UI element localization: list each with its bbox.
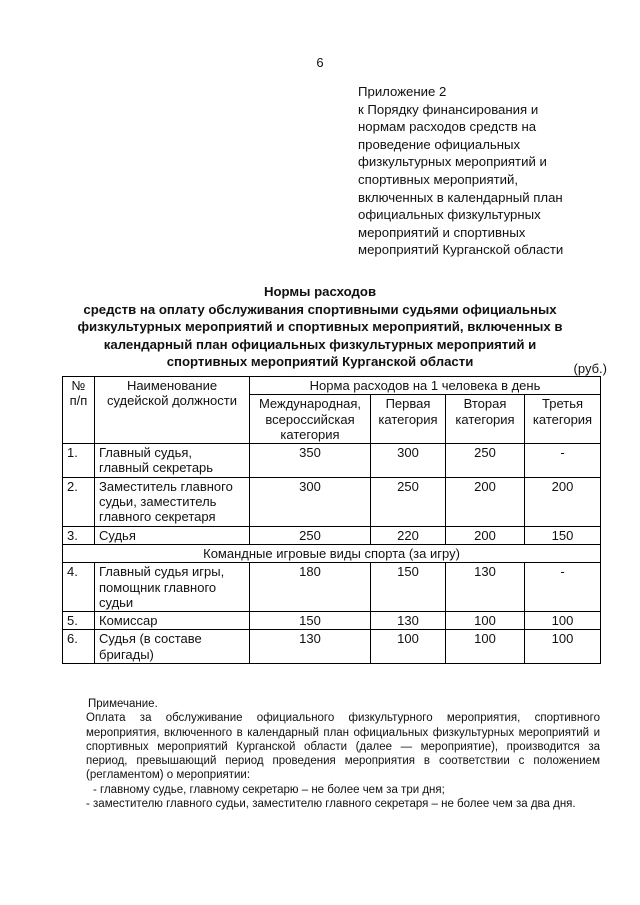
header-category: Международная, всероссийская категория bbox=[250, 395, 371, 444]
row-value: 150 bbox=[371, 563, 446, 612]
table-row bbox=[63, 477, 601, 526]
row-value: 300 bbox=[250, 477, 371, 526]
row-value: 250 bbox=[250, 526, 371, 544]
row-num: 3. bbox=[63, 526, 95, 544]
appendix-block bbox=[358, 83, 633, 259]
row-value: - bbox=[525, 444, 601, 478]
appendix-line: официальных физкультурных bbox=[358, 207, 541, 223]
section-title: Командные игровые виды спорта (за игру) bbox=[63, 544, 601, 562]
title-line: физкультурных мероприятий и спортивных мероприятий, включенных в bbox=[77, 319, 563, 334]
row-name: Комиссар bbox=[95, 612, 250, 630]
row-value: 100 bbox=[525, 630, 601, 664]
table-row bbox=[63, 563, 601, 612]
appendix-line: к Порядку финансирования и bbox=[358, 101, 539, 117]
row-value: 100 bbox=[446, 630, 525, 664]
title-line: средств на оплату обслуживания спортивными судьями официальных bbox=[83, 301, 557, 317]
row-value: 350 bbox=[250, 444, 371, 478]
row-value: 130 bbox=[446, 563, 525, 612]
row-name: Заместитель главного судьи, заместитель главного секретаря bbox=[95, 477, 250, 526]
row-value: 200 bbox=[446, 526, 525, 544]
row-value: 180 bbox=[250, 563, 371, 612]
row-value: 150 bbox=[525, 526, 601, 544]
row-value: 250 bbox=[446, 444, 525, 478]
appendix-line: нормам расходов средств на bbox=[358, 119, 537, 135]
row-num: 4. bbox=[63, 563, 95, 612]
header-category: Первая категория bbox=[371, 395, 446, 444]
row-num: 6. bbox=[63, 630, 95, 664]
header-norm: Норма расходов на 1 человека в день bbox=[250, 377, 601, 395]
row-value: 200 bbox=[525, 477, 601, 526]
appendix-line: физкультурных мероприятий и bbox=[358, 154, 547, 170]
title-line: спортивных мероприятий Курганской области bbox=[166, 354, 474, 369]
document-title bbox=[20, 283, 620, 371]
table-row bbox=[63, 630, 601, 664]
appendix-line: Приложение 2 bbox=[358, 84, 447, 99]
note-text: Оплата за обслуживание официального физкультурного мероприятия, спортивного мероприятия, включенного в календарный план официальных физкультурных мероприятий и спортивных мероприятий Курганской области (далее — мероприятие), производится за период, превышающий период проведения мероприятия в соответствии с положением (регламентом) о мероприятии: bbox=[86, 712, 600, 782]
currency-unit: (руб.) bbox=[573, 361, 607, 376]
note-block bbox=[88, 697, 600, 811]
row-value: 250 bbox=[371, 477, 446, 526]
row-num: 2. bbox=[63, 477, 95, 526]
row-name: Главный судья игры, помощник главного судьи bbox=[95, 563, 250, 612]
section-row bbox=[63, 544, 601, 562]
row-value: 220 bbox=[371, 526, 446, 544]
header-num: № п/п bbox=[63, 377, 95, 444]
appendix-line: спортивных мероприятий, bbox=[358, 171, 519, 187]
table-header-row bbox=[63, 377, 601, 395]
norms-table bbox=[62, 376, 601, 664]
row-num: 1. bbox=[63, 444, 95, 478]
row-value: 100 bbox=[371, 630, 446, 664]
row-value: 100 bbox=[446, 612, 525, 630]
header-name: Наименование судейской должности bbox=[95, 377, 250, 444]
table-row bbox=[63, 444, 601, 478]
row-name: Судья (в составе бригады) bbox=[95, 630, 250, 664]
row-value: - bbox=[525, 563, 601, 612]
appendix-line: мероприятий Курганской области bbox=[358, 242, 564, 258]
header-category: Вторая категория bbox=[446, 395, 525, 444]
row-value: 130 bbox=[371, 612, 446, 630]
page-number: 6 bbox=[316, 55, 324, 70]
note-item: - заместителю главного судьи, заместителю главного секретаря – не более чем за два дня. bbox=[86, 798, 576, 811]
row-value: 300 bbox=[371, 444, 446, 478]
header-category: Третья категория bbox=[525, 395, 601, 444]
row-name: Главный судья, главный секретарь bbox=[95, 444, 250, 478]
row-num: 5. bbox=[63, 612, 95, 630]
appendix-line: включенных в календарный план bbox=[358, 189, 563, 205]
table-row bbox=[63, 612, 601, 630]
row-value: 130 bbox=[250, 630, 371, 664]
appendix-line: мероприятий и спортивных bbox=[358, 224, 526, 240]
table-row bbox=[63, 526, 601, 544]
title-line: календарный план официальных физкультурных мероприятий и bbox=[103, 336, 537, 352]
row-value: 200 bbox=[446, 477, 525, 526]
note-heading: Примечание. bbox=[88, 698, 158, 710]
row-name: Судья bbox=[95, 526, 250, 544]
appendix-line: проведение официальных bbox=[358, 136, 521, 152]
row-value: 100 bbox=[525, 612, 601, 630]
row-value: 150 bbox=[250, 612, 371, 630]
title-line: Нормы расходов bbox=[263, 284, 377, 299]
note-item: - главному судье, главному секретарю – не более чем за три дня; bbox=[93, 783, 445, 796]
